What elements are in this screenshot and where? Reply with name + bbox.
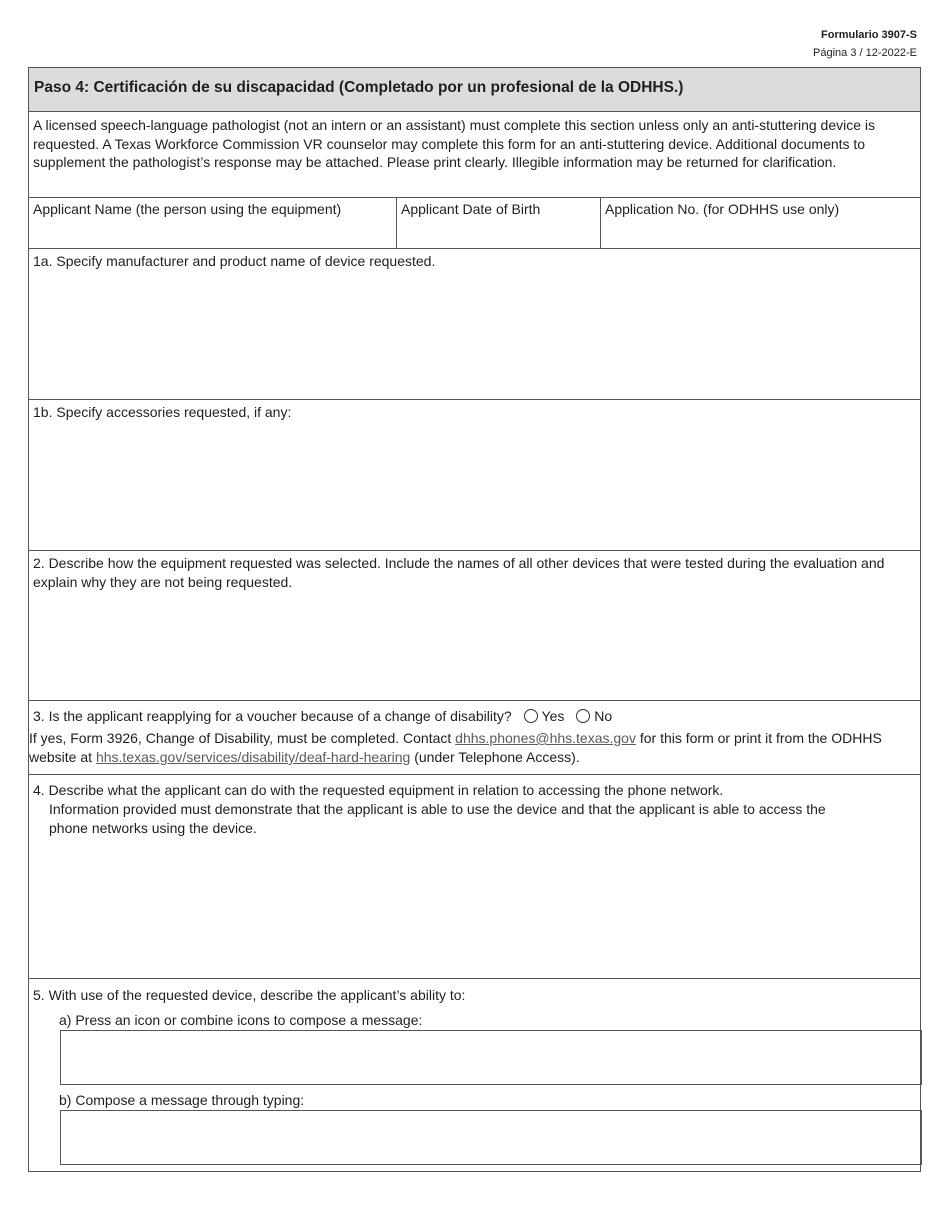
application-number-field[interactable] [601,198,920,248]
yes-radio[interactable] [524,709,538,723]
question-4-field[interactable] [29,775,920,979]
change-of-disability-note-3: (under Telephone Access). [414,749,580,765]
question-5-section [29,979,920,1173]
question-5a-input[interactable] [60,1030,922,1085]
no-radio[interactable] [576,709,590,723]
certification-form [28,67,921,1172]
question-4-label: 4. Describe what the applicant can do with the requested equipment in relation to accessing the phone network. [33,782,724,798]
question-1b-label: 1b. Specify accessories requested, if any: [33,404,292,420]
application-number-label: Application No. (for ODHHS use only) [605,201,840,217]
question-1a-field[interactable] [29,249,920,400]
applicant-dob-field[interactable] [397,198,601,248]
no-label: No [594,708,613,724]
applicant-name-field[interactable] [29,198,397,248]
question-5a-label: a) Press an icon or combine icons to compose a message: [59,1012,423,1028]
question-5b-input[interactable] [60,1110,922,1165]
applicant-info-row [29,198,920,249]
question-3-section [29,701,920,775]
odhhs-website-link[interactable]: hhs.texas.gov/services/disability/deaf-hard-hearing [95,749,411,765]
question-3-label: 3. Is the applicant reapplying for a voucher because of a change of disability? [33,708,512,724]
question-5b-label: b) Compose a message through typing: [59,1092,305,1108]
contact-email-link[interactable]: dhhs.phones@hhs.texas.gov [455,730,636,746]
page-info: Página 3 / 12-2022-E [813,47,917,59]
question-1b-field[interactable] [29,400,920,551]
section-title: Paso 4: Certificación de su discapacidad (Completado por un profesional de la ODHHS.) [29,68,920,112]
applicant-dob-label: Applicant Date of Birth [401,201,541,217]
question-5-label: 5. With use of the requested device, describe the applicant’s ability to: [33,987,466,1003]
question-2-label: 2. Describe how the equipment requested was selected. Include the names of all other devices that were tested during the evaluation and explain why they are not being requested. [33,555,885,590]
applicant-name-label: Applicant Name (the person using the equipment) [33,201,342,217]
question-1a-label: 1a. Specify manufacturer and product name of device requested. [33,253,436,269]
form-number: Formulario 3907-S [821,29,917,41]
question-2-field[interactable] [29,551,920,701]
section-intro: A licensed speech-language pathologist (not an intern or an assistant) must complete this section unless only an anti-stuttering device is requested. A Texas Workforce Commission VR counselor may complete this form for an anti-stuttering device. Additional documents to supplement the pathologist’s response may be attached. Please print clearly. Illegible information may be returned for clarification. [29,112,920,198]
change-of-disability-note: If yes, Form 3926, Change of Disability, must be completed. Contact [29,730,452,746]
question-4-instructions: Information provided must demonstrate that the applicant is able to use the device and that the applicant is able to access the phone networks using the device. [49,801,826,836]
change-of-disability-note-2: for this form or print it from the ODHHS website at [29,730,882,765]
yes-label: Yes [541,708,565,724]
